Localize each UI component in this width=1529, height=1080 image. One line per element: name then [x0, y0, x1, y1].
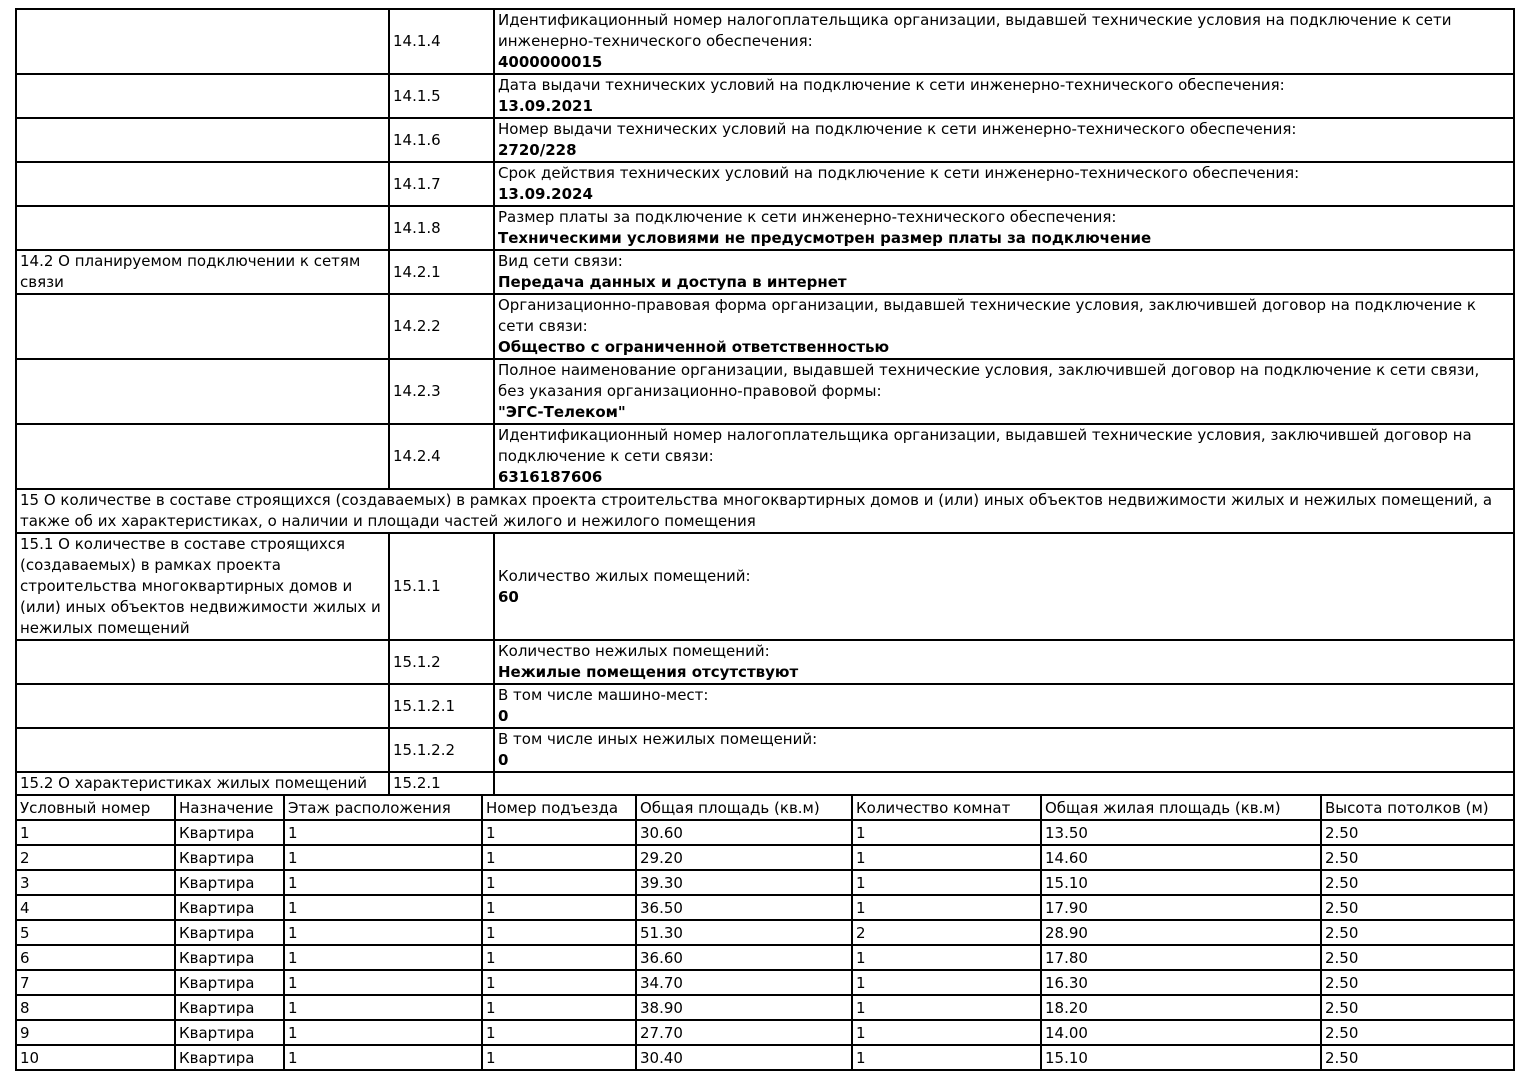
declaration-row: [16, 728, 1514, 772]
item-content-cell: [494, 118, 1514, 162]
apartment-row: [16, 870, 1514, 895]
item-number-cell: 14.1.5: [389, 74, 494, 118]
declaration-row: [16, 684, 1514, 728]
item-label: Дата выдачи технических условий на подключение к сети инженерно-технического обеспечения:: [498, 76, 1285, 94]
section-heading-row: [16, 489, 1514, 533]
item-value: Передача данных и доступа в интернет: [498, 273, 847, 291]
apartment-cell: Квартира: [175, 920, 284, 945]
apartment-cell: 14.60: [1041, 845, 1321, 870]
item-number-cell: 15.2.1: [389, 772, 494, 795]
apartment-cell: 9: [16, 1020, 175, 1045]
apartment-cell: 1: [482, 970, 636, 995]
section-label-cell: [16, 424, 389, 489]
apartment-cell: 1: [284, 970, 482, 995]
apartment-cell: 2.50: [1321, 895, 1514, 920]
item-label: Вид сети связи:: [498, 252, 623, 270]
item-value: 6316187606: [498, 468, 603, 486]
declaration-row: [16, 9, 1514, 74]
project-declaration-document: [15, 8, 1513, 1071]
apartment-row: [16, 1020, 1514, 1045]
item-value: 0: [498, 751, 509, 769]
apartment-cell: 1: [852, 1045, 1041, 1070]
apartment-cell: 1: [482, 1020, 636, 1045]
apartment-cell: 15.10: [1041, 870, 1321, 895]
declaration-row: [16, 206, 1514, 250]
apartment-cell: 29.20: [636, 845, 852, 870]
apartment-cell: 2.50: [1321, 945, 1514, 970]
apartment-cell: Квартира: [175, 1045, 284, 1070]
section-label-cell: 14.2 О планируемом подключении к сетям связи: [16, 250, 389, 294]
declaration-row: [16, 424, 1514, 489]
item-content-cell: [494, 162, 1514, 206]
apartment-cell: 2.50: [1321, 820, 1514, 845]
item-number-cell: 14.2.3: [389, 359, 494, 424]
apartments-column-header: Условный номер: [16, 795, 175, 820]
item-value: Нежилые помещения отсутствуют: [498, 663, 799, 681]
apartments-column-header: Количество комнат: [852, 795, 1041, 820]
section-label-cell: [16, 684, 389, 728]
item-number-cell: 14.2.1: [389, 250, 494, 294]
apartment-cell: 51.30: [636, 920, 852, 945]
apartment-cell: 1: [852, 845, 1041, 870]
apartment-cell: 39.30: [636, 870, 852, 895]
apartment-cell: 1: [284, 820, 482, 845]
apartment-cell: 1: [284, 945, 482, 970]
item-label: В том числе машино-мест:: [498, 686, 709, 704]
declaration-row: [16, 118, 1514, 162]
apartment-cell: 1: [482, 920, 636, 945]
apartment-cell: 1: [852, 820, 1041, 845]
section-label-cell: 15.1 О количестве в составе строящихся (создаваемых) в рамках проекта строительства многоквартирных домов и (или) иных объектов недвижимости жилых и нежилых помещений: [16, 533, 389, 640]
apartment-cell: 1: [852, 1020, 1041, 1045]
item-label: Количество жилых помещений:: [498, 566, 751, 585]
section-label-cell: [16, 359, 389, 424]
apartment-cell: 1: [482, 995, 636, 1020]
declaration-row: [16, 359, 1514, 424]
item-content-cell: [494, 533, 1514, 640]
declaration-row: [16, 250, 1514, 294]
apartment-cell: 1: [284, 870, 482, 895]
item-label: Идентификационный номер налогоплательщика организации, выдавшей технические условия, заключившей договор на подключение к сети связи:: [498, 426, 1472, 465]
item-content-cell: [494, 424, 1514, 489]
apartments-column-header: Номер подъезда: [482, 795, 636, 820]
apartment-cell: Квартира: [175, 995, 284, 1020]
declaration-row: [16, 162, 1514, 206]
apartment-cell: Квартира: [175, 820, 284, 845]
item-number-cell: 14.1.4: [389, 9, 494, 74]
apartment-row: [16, 970, 1514, 995]
apartments-column-header: Высота потолков (м): [1321, 795, 1514, 820]
apartment-cell: 1: [482, 845, 636, 870]
apartment-cell: Квартира: [175, 895, 284, 920]
item-number-cell: 14.1.7: [389, 162, 494, 206]
apartment-cell: 1: [852, 945, 1041, 970]
item-number-cell: 15.1.2.2: [389, 728, 494, 772]
apartment-cell: 1: [852, 995, 1041, 1020]
apartments-column-header: Назначение: [175, 795, 284, 820]
item-content-cell: [494, 9, 1514, 74]
item-value: 0: [498, 707, 509, 725]
item-value: 60: [498, 587, 519, 606]
apartment-cell: 2: [16, 845, 175, 870]
item-value: 4000000015: [498, 53, 603, 71]
item-content-cell: [494, 772, 1514, 795]
item-value: 2720/228: [498, 141, 577, 159]
apartment-cell: 2.50: [1321, 1045, 1514, 1070]
apartment-cell: 2.50: [1321, 845, 1514, 870]
apartment-cell: 2.50: [1321, 920, 1514, 945]
apartments-table-body: [16, 820, 1514, 1070]
apartment-cell: Квартира: [175, 870, 284, 895]
item-content-cell: [494, 206, 1514, 250]
item-number-cell: 14.2.4: [389, 424, 494, 489]
apartment-row: [16, 995, 1514, 1020]
declaration-row: [16, 294, 1514, 359]
item-number-cell: 14.2.2: [389, 294, 494, 359]
apartment-cell: 1: [482, 820, 636, 845]
section-label-cell: [16, 728, 389, 772]
apartment-cell: 30.40: [636, 1045, 852, 1070]
apartment-cell: 1: [852, 895, 1041, 920]
apartment-cell: 27.70: [636, 1020, 852, 1045]
declaration-row: [16, 772, 1514, 795]
declaration-row: [16, 533, 1514, 640]
apartment-cell: 2.50: [1321, 870, 1514, 895]
apartment-cell: 1: [16, 820, 175, 845]
item-content-cell: [494, 74, 1514, 118]
item-content-cell: [494, 728, 1514, 772]
item-content-cell: [494, 640, 1514, 684]
item-label: В том числе иных нежилых помещений:: [498, 730, 818, 748]
item-content-cell: [494, 250, 1514, 294]
declaration-row: [16, 640, 1514, 684]
item-value: "ЭГС-Телеком": [498, 403, 626, 421]
apartment-row: [16, 1045, 1514, 1070]
section-label-cell: [16, 74, 389, 118]
apartment-cell: 1: [284, 895, 482, 920]
apartments-column-header: Этаж расположения: [284, 795, 482, 820]
item-label: Срок действия технических условий на подключение к сети инженерно-технического обеспечения:: [498, 164, 1300, 182]
item-number-cell: 15.1.2: [389, 640, 494, 684]
apartment-cell: Квартира: [175, 970, 284, 995]
apartment-cell: 1: [284, 1020, 482, 1045]
item-label: Полное наименование организации, выдавшей технические условия, заключившей договор на подключение к сети связи, без указания организационно-правовой формы:: [498, 361, 1480, 400]
apartment-cell: 1: [284, 845, 482, 870]
section-label-cell: [16, 118, 389, 162]
item-value: 13.09.2021: [498, 97, 593, 115]
apartment-cell: 2.50: [1321, 995, 1514, 1020]
apartment-cell: 2.50: [1321, 970, 1514, 995]
apartment-cell: 1: [284, 1045, 482, 1070]
apartment-cell: 2.50: [1321, 1020, 1514, 1045]
section-label-cell: [16, 9, 389, 74]
apartment-cell: 4: [16, 895, 175, 920]
apartment-cell: 1: [284, 920, 482, 945]
apartment-row: [16, 845, 1514, 870]
apartment-row: [16, 820, 1514, 845]
apartment-cell: 15.10: [1041, 1045, 1321, 1070]
item-label: Организационно-правовая форма организации, выдавшей технические условия, заключившей договор на подключение к сети связи:: [498, 296, 1476, 335]
section-label-cell: 15.2 О характеристиках жилых помещений: [16, 772, 389, 795]
apartment-row: [16, 945, 1514, 970]
item-value: Общество с ограниченной ответственностью: [498, 338, 890, 356]
item-label: Размер платы за подключение к сети инженерно-технического обеспечения:: [498, 208, 1117, 226]
item-label: Идентификационный номер налогоплательщика организации, выдавшей технические условия на подключение к сети инженерно-технического обеспечения:: [498, 11, 1452, 50]
declaration-row: [16, 74, 1514, 118]
item-value: 13.09.2024: [498, 185, 593, 203]
item-value: Техническими условиями не предусмотрен размер платы за подключение: [498, 229, 1152, 247]
apartment-cell: Квартира: [175, 845, 284, 870]
apartment-row: [16, 895, 1514, 920]
apartment-cell: Квартира: [175, 945, 284, 970]
apartment-cell: 6: [16, 945, 175, 970]
apartment-cell: 5: [16, 920, 175, 945]
apartment-cell: 30.60: [636, 820, 852, 845]
item-number-cell: 14.1.8: [389, 206, 494, 250]
apartment-cell: 1: [852, 970, 1041, 995]
apartment-cell: 1: [852, 870, 1041, 895]
section-label-cell: [16, 640, 389, 684]
section-label-cell: [16, 206, 389, 250]
apartment-cell: 17.90: [1041, 895, 1321, 920]
item-label: Количество нежилых помещений:: [498, 642, 770, 660]
apartment-cell: 14.00: [1041, 1020, 1321, 1045]
apartment-cell: 1: [284, 995, 482, 1020]
apartment-row: [16, 920, 1514, 945]
apartment-cell: 36.60: [636, 945, 852, 970]
section-label-cell: [16, 294, 389, 359]
apartment-cell: 28.90: [1041, 920, 1321, 945]
item-content-cell: [494, 359, 1514, 424]
declaration-table: [15, 8, 1515, 796]
apartment-cell: 17.80: [1041, 945, 1321, 970]
apartment-cell: 1: [482, 870, 636, 895]
apartment-cell: 13.50: [1041, 820, 1321, 845]
section-label-cell: [16, 162, 389, 206]
apartment-cell: 7: [16, 970, 175, 995]
item-number-cell: 15.1.1: [389, 533, 494, 640]
apartment-cell: 38.90: [636, 995, 852, 1020]
apartments-table: [15, 794, 1515, 1071]
apartments-column-header: Общая площадь (кв.м): [636, 795, 852, 820]
apartment-cell: 8: [16, 995, 175, 1020]
apartment-cell: 2: [852, 920, 1041, 945]
declaration-table-body: [16, 9, 1514, 795]
item-content-cell: [494, 294, 1514, 359]
item-number-cell: 15.1.2.1: [389, 684, 494, 728]
apartment-cell: 1: [482, 1045, 636, 1070]
apartment-cell: 1: [482, 895, 636, 920]
apartment-cell: 34.70: [636, 970, 852, 995]
apartment-cell: 18.20: [1041, 995, 1321, 1020]
apartment-cell: 36.50: [636, 895, 852, 920]
apartment-cell: 1: [482, 945, 636, 970]
apartment-cell: Квартира: [175, 1020, 284, 1045]
item-label: Номер выдачи технических условий на подключение к сети инженерно-технического обеспечения:: [498, 120, 1297, 138]
apartments-header-row: [16, 795, 1514, 820]
apartments-column-header: Общая жилая площадь (кв.м): [1041, 795, 1321, 820]
section-heading-cell: 15 О количестве в составе строящихся (создаваемых) в рамках проекта строительства многоквартирных домов и (или) иных объектов недвижимости жилых и нежилых помещений, а также об их характеристиках, о наличии и площади частей жилого и нежилого помещения: [16, 489, 1514, 533]
item-number-cell: 14.1.6: [389, 118, 494, 162]
apartment-cell: 16.30: [1041, 970, 1321, 995]
apartment-cell: 10: [16, 1045, 175, 1070]
item-content-cell: [494, 684, 1514, 728]
apartment-cell: 3: [16, 870, 175, 895]
